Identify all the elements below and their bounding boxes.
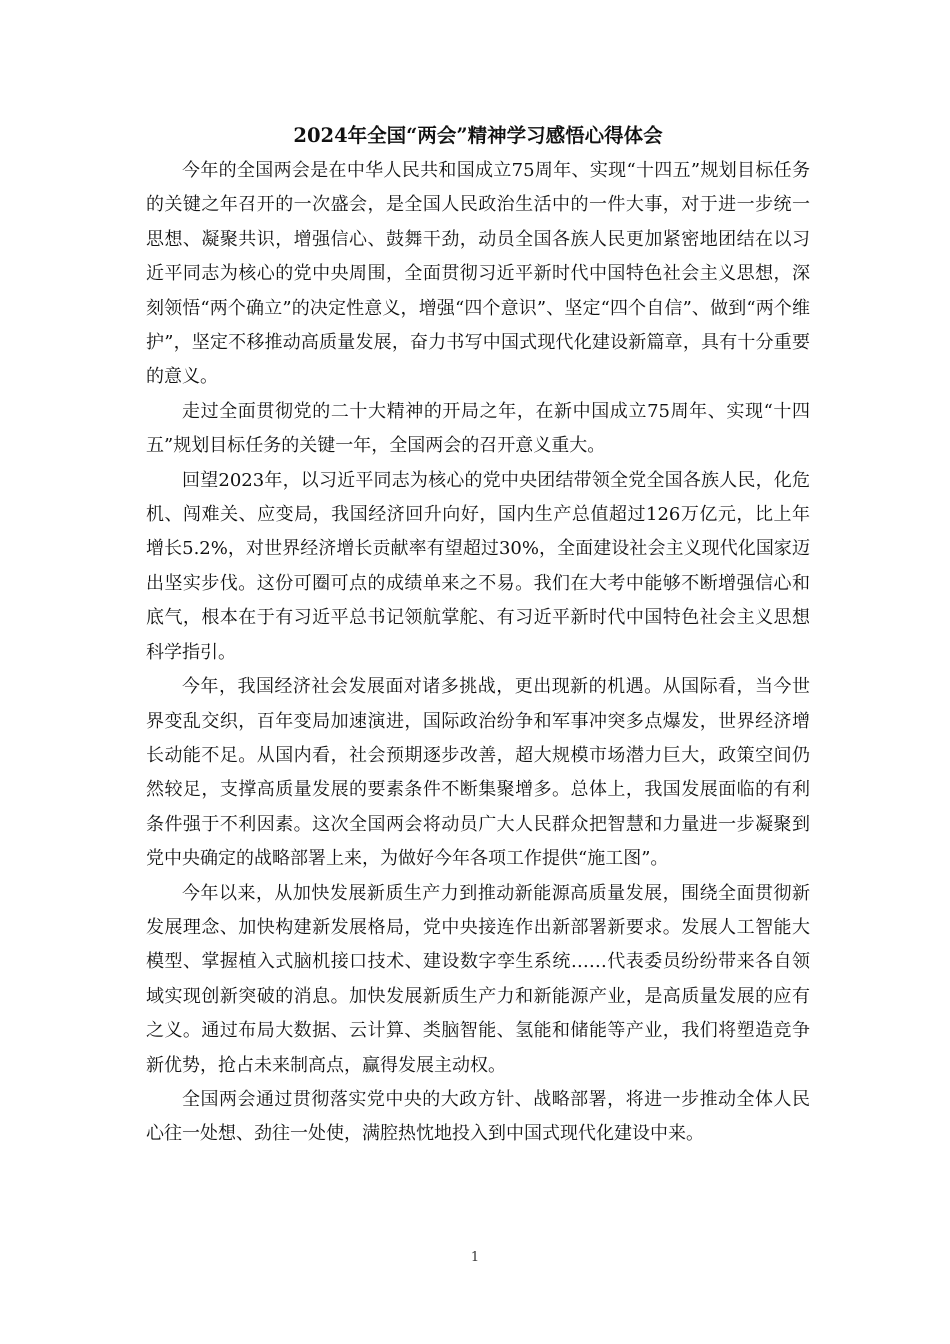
paragraph-6: 全国两会通过贯彻落实党中央的大政方针、战略部署，将进一步推动全体人民心往一处想、劲往一处使，满腔热忱地投入到中国式现代化建设中来。 [146,1088,810,1145]
paragraph-1: 今年的全国两会是在中华人民共和国成立75周年、实现“十四五”规划目标任务的关键之年召开的一次盛会，是全国人民政治生活中的一件大事，对于进一步统一思想、凝聚共识，增强信心、鼓舞干劲，动员全国各族人民更加紧密地团结在以习近平同志为核心的党中央周围，全面贯彻习近平新时代中国特色社会主义思想，深刻领悟“两个确立”的决定性意义，增强“四个意识”、坚定“四个自信”、做到“两个维护”，坚定不移推动高质量发展，奋力书写中国式现代化建设新篇章，具有十分重要的意义。 [146,160,810,388]
document-title: 2024年全国“两会”精神学习感悟心得体会 [293,124,663,147]
paragraph-2: 走过全面贯彻党的二十大精神的开局之年，在新中国成立75周年、实现“十四五”规划目标任务的关键一年，全国两会的召开意义重大。 [146,400,810,457]
document-body [146,118,810,1152]
paragraph-4: 今年，我国经济社会发展面对诸多挑战，更出现新的机遇。从国际看，当今世界变乱交织，百年变局加速演进，国际政治纷争和军事冲突多点爆发，世界经济增长动能不足。从国内看，社会预期逐步改善，超大规模市场潜力巨大，政策空间仍然较足，支撑高质量发展的要素条件不断集聚增多。总体上，我国发展面临的有利条件强于不利因素。这次全国两会将动员广大人民群众把智慧和力量进一步凝聚到党中央确定的战略部署上来，为做好今年各项工作提供“施工图”。 [146,676,810,870]
paragraph-5: 今年以来，从加快发展新质生产力到推动新能源高质量发展，围绕全面贯彻新发展理念、加快构建新发展格局，党中央接连作出新部署新要求。发展人工智能大模型、掌握植入式脑机接口技术、建设数字孪生系统……代表委员纷纷带来各自领域实现创新突破的消息。加快发展新质生产力和新能源产业，是高质量发展的应有之义。通过布局大数据、云计算、类脑智能、氢能和储能等产业，我们将塑造竞争新优势，抢占未来制高点，赢得发展主动权。 [146,882,810,1076]
page-number: 1 [470,1250,480,1265]
paragraph-3: 回望2023年，以习近平同志为核心的党中央团结带领全党全国各族人民，化危机、闯难关、应变局，我国经济回升向好，国内生产总值超过126万亿元，比上年增长5.2%，对世界经济增长贡献率有望超过30%，全面建设社会主义现代化国家迈出坚实步伐。这份可圈可点的成绩单来之不易。我们在大考中能够不断增强信心和底气，根本在于有习近平总书记领航掌舵、有习近平新时代中国特色社会主义思想科学指引。 [146,469,810,663]
